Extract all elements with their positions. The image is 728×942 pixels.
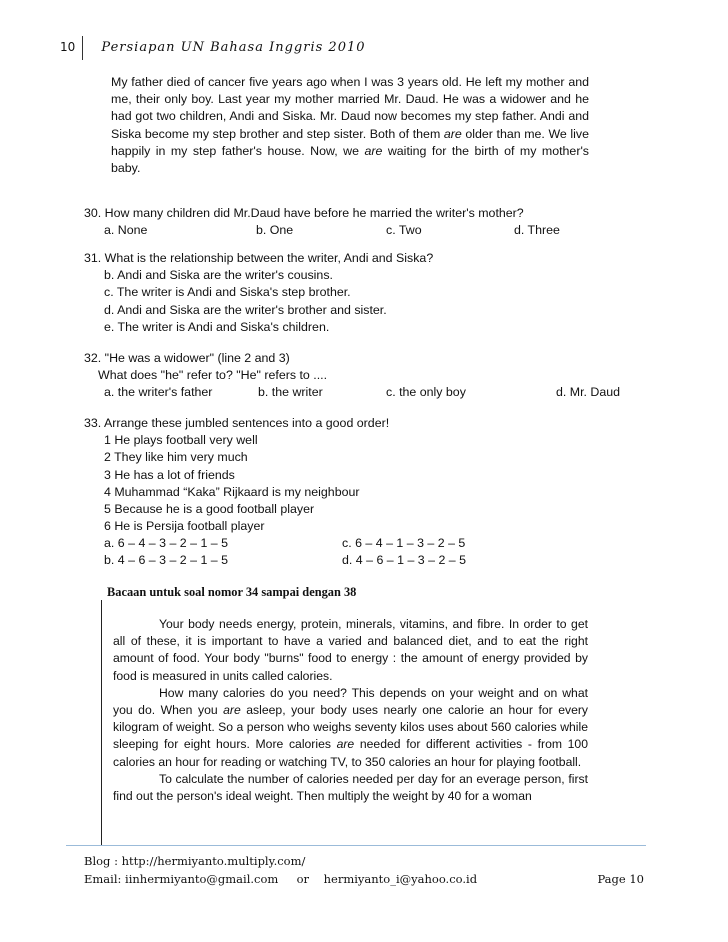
option-b: b. One [256,223,294,238]
paragraph-2-emphasis-2: are [336,737,355,752]
passage-1-emphasis-2: are [364,143,383,158]
passage-1-text [111,74,589,177]
option-b: b. Andi and Siska are the writer's cousins. [104,268,333,283]
paragraph-2-part-c: needed for different activities - from 100 calories an hour for reading or watching TV, to 350 calories an hour for playing football. [113,737,588,769]
passage-1-part-3: waiting for the birth of my mother's baby. [111,143,590,176]
question-30 [84,205,644,239]
question-32-stem: 32. "He was a widower" (line 2 and 3) [84,351,290,365]
option-c: c. The writer is Andi and Siska's step brother. [104,285,351,300]
paragraph-2-part-a: How many calories do you need? This depends on your weight and on what you do. When you [113,685,588,718]
question-33-stem: 33. Arrange these jumbled sentences into a good order! [84,416,390,430]
option-a: a. the writer's father [104,385,213,400]
reading-passage-2 [113,616,588,805]
passage-margin-line [101,600,102,845]
jumbled-sentence: 6 He is Persija football player [104,519,265,534]
page-footer [84,852,644,888]
header-divider [82,36,83,60]
option-a: a. 6 – 4 – 3 – 2 – 1 – 5 [104,536,229,551]
option-b: b. the writer [258,385,323,400]
option-b: b. 4 – 6 – 3 – 2 – 1 – 5 [104,553,229,568]
footer-page-number: Page 10 [597,872,644,886]
passage-2-paragraph-2 [113,685,588,771]
question-33 [84,415,644,569]
passage-2-paragraph-1: Your body needs energy, protein, minerals, vitamins, and fibre. In order to get all of these, it is important to have a varied and balanced diet, and to eat the right amount of food. Your body "burns" food to energy : the amount of energy provided by food is measured in units called calories. [113,617,588,683]
option-a: a. None [104,223,148,238]
footer-email: Email: iinhermiyanto@gmail.com or hermiyanto_i@yahoo.co.id [84,872,478,886]
footer-divider [66,845,646,846]
option-c: c. Two [386,223,422,238]
question-33-choices-row-2 [84,552,644,569]
passage-1-part-1: My father died of cancer five years ago when I was 3 years old. He left my mother and me, their only boy. Last year my mother married Mr. Daud. He was a widower and he had got two children, Andi and Siska. Mr. Daud now becomes my step father. Andi and Siska become my step brother and step sister. Both of them [111,75,589,141]
jumbled-sentence: 1 He plays football very well [104,433,258,448]
passage-1-emphasis-1: are [443,126,462,141]
question-30-choices [84,222,644,239]
footer-blog: Blog : http://hermiyanto.multiply.com/ [84,854,306,868]
option-c: c. 6 – 4 – 1 – 3 – 2 – 5 [342,536,466,551]
page-header [60,40,366,55]
question-33-choices-row-1 [84,535,644,552]
jumbled-sentence: 5 Because he is a good football player [104,502,315,517]
option-d: d. Andi and Siska are the writer's brother and sister. [104,302,387,317]
header-page-number: 10 [60,40,76,54]
paragraph-2-part-b: asleep, your body uses nearly one calorie an hour for every kilogram of weight. So a person who weighs seventy kilos uses about 560 calories while sleeping for eight hours. More calories [113,703,588,752]
jumbled-sentence: 4 Muhammad “Kaka” Rijkaard is my neighbour [104,484,360,499]
option-e: e. The writer is Andi and Siska's children. [104,319,330,334]
passage-2-paragraph-3: To calculate the number of calories needed per day for an everage person, first find out the person's ideal weight. Then multiply the weight by 40 for a woman [113,771,588,804]
question-30-stem: 30. How many children did Mr.Daud have before he married the writer's mother? [84,206,524,220]
option-d: d. Mr. Daud [556,385,621,400]
question-32-stem-2: What does "he" refer to? "He" refers to .... [98,368,328,383]
option-d: d. Three [514,223,560,238]
question-32 [84,350,644,401]
passage-1-part-2: older than me. We live happily in my step father's house. Now, we [111,126,589,158]
reading-section-title: Bacaan untuk soal nomor 34 sampai dengan 38 [107,585,357,599]
option-c: c. the only boy [386,385,466,400]
paragraph-2-emphasis-1: are [223,703,241,718]
header-title: Persiapan UN Bahasa Inggris 2010 [101,40,366,55]
question-31-stem: 31. What is the relationship between the writer, Andi and Siska? [84,251,434,265]
jumbled-sentence: 3 He has a lot of friends [104,467,235,482]
jumbled-sentence: 2 They like him very much [104,450,248,465]
reading-passage-1 [111,74,589,177]
option-d: d. 4 – 6 – 1 – 3 – 2 – 5 [342,553,467,568]
question-32-choices [84,384,644,401]
question-31 [84,250,644,336]
